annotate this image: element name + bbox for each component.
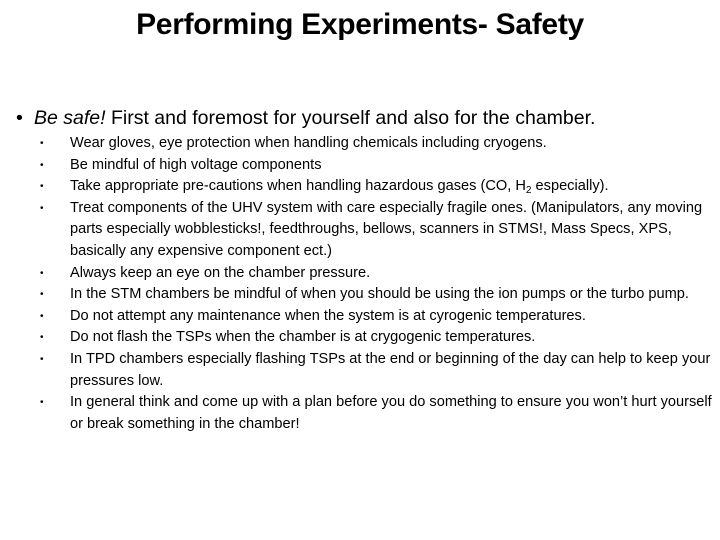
bullet: • (40, 353, 44, 365)
bullet: • (40, 181, 44, 193)
list-item-text: Do not attempt any maintenance when the system is at cyrogenic temperatures. (70, 307, 586, 324)
list-item-text: Be mindful of high voltage components (70, 156, 322, 173)
bullet: • (40, 332, 44, 344)
bullet: • (40, 310, 44, 322)
bullet: • (40, 397, 44, 409)
list-item-text: Treat components of the UHV system with care especially fragile ones. (Manipulators, any moving parts especially wobblesticks!, feedthroughs, bellows, scanners in STMS!, Mass Specs, XPS, basically any expensive component ect.) (70, 199, 703, 259)
bullet: • (40, 289, 44, 301)
safety-list (40, 133, 712, 435)
bullet: • (40, 267, 44, 279)
slide-title: Performing Experiments- Safety (136, 8, 584, 41)
list-item (40, 176, 712, 198)
list-item (40, 349, 712, 392)
list-item-text: In the STM chambers be mindful of when you should be using the ion pumps or the turbo pump. (70, 286, 689, 303)
bullet: • (40, 202, 44, 214)
list-item-text: Wear gloves, eye protection when handling chemicals including cryogens. (70, 135, 547, 151)
list-item (40, 306, 712, 328)
subscript: 2 (525, 185, 532, 197)
main-point (16, 104, 716, 132)
list-item (40, 263, 712, 285)
bullet: • (40, 159, 44, 171)
list-item-text: In TPD chambers especially flashing TSPs at the end or beginning of the day can help to keep your pressures low. (70, 350, 711, 389)
list-item-text: Always keep an eye on the chamber pressure. (70, 264, 371, 281)
list-item-text: especially). (531, 178, 609, 195)
bullet: • (40, 138, 44, 149)
list-item (40, 392, 712, 435)
list-item-text: In general think and come up with a plan before you do something to ensure you won’t hurt yourself or break something in the chamber! (70, 394, 712, 432)
main-point-text: First and foremost for yourself and also for the chamber. (105, 107, 596, 129)
list-item-text: Do not flash the TSPs when the chamber is at crygogenic temperatures. (70, 329, 536, 346)
list-item (40, 155, 712, 177)
list-item (40, 198, 712, 263)
bullet: • (16, 107, 23, 129)
list-item (40, 284, 712, 306)
list-item-text: Take appropriate pre-cautions when handling hazardous gases (CO, H (70, 178, 526, 195)
list-item (40, 327, 712, 349)
emphasis-text: Be safe! (34, 107, 106, 129)
list-item (40, 133, 712, 155)
